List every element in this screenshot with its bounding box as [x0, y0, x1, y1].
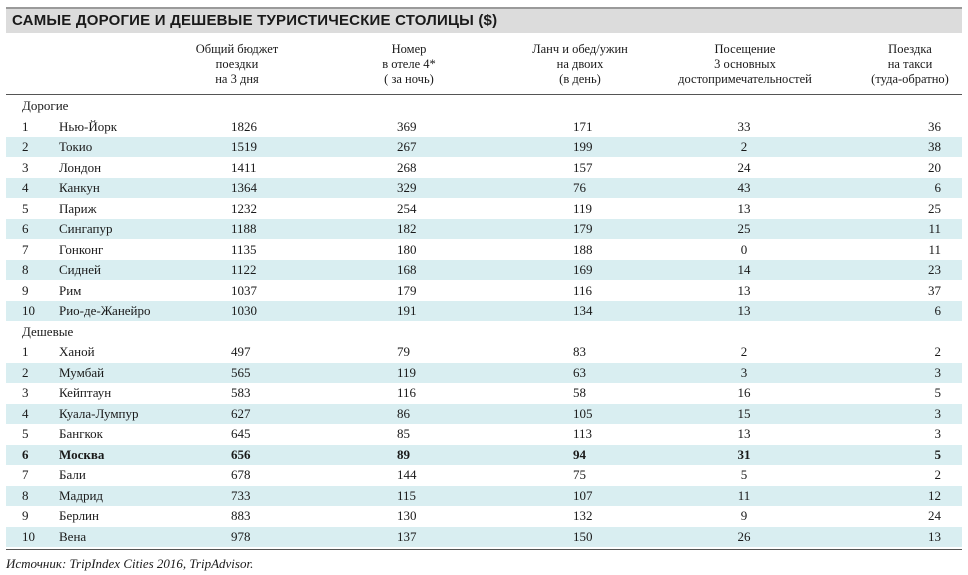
city-cell: Рио-де-Жанейро	[59, 303, 151, 318]
rank-cell: 8	[22, 262, 29, 277]
city-cell: Рим	[59, 282, 82, 298]
value-cell: 36	[928, 118, 941, 134]
value-cell: 11	[928, 241, 941, 257]
column-header-total-budget	[182, 42, 292, 87]
value-cell: 268	[397, 159, 417, 175]
value-cell: 15	[737, 405, 751, 421]
value-cell: 329	[397, 180, 417, 195]
value-cell: 645	[231, 426, 251, 441]
rank-cell: 6	[22, 446, 29, 462]
rank-cell: 2	[22, 364, 29, 380]
header-line: 3 основных	[714, 57, 776, 71]
value-cell: 191	[397, 303, 417, 318]
value-cell: 883	[231, 508, 251, 523]
table-row	[6, 178, 962, 198]
table-row	[6, 445, 962, 465]
value-cell: 3	[934, 405, 941, 421]
value-cell: 6	[934, 303, 941, 318]
rank-cell: 1	[22, 118, 29, 134]
value-cell: 1826	[231, 118, 257, 134]
column-header-taxi	[855, 42, 965, 87]
value-cell: 627	[231, 405, 251, 421]
rank-cell: 3	[22, 159, 29, 175]
city-cell: Куала-Лумпур	[59, 405, 139, 421]
header-line: Поездка	[888, 42, 932, 56]
rank-cell: 2	[22, 139, 29, 154]
value-cell: 565	[231, 364, 251, 380]
value-cell: 3	[934, 426, 941, 441]
value-cell: 137	[397, 528, 417, 544]
rank-cell: 7	[22, 467, 29, 482]
value-cell: 13	[737, 303, 751, 318]
value-cell: 24	[928, 508, 941, 523]
header-line: (туда-обратно)	[871, 72, 949, 86]
rank-cell: 3	[22, 385, 29, 400]
section-label: Дешевые	[22, 323, 74, 339]
table-row	[6, 363, 962, 383]
value-cell: 656	[231, 446, 251, 462]
column-header-hotel	[354, 42, 464, 87]
column-header-attractions	[650, 42, 840, 87]
rank-cell: 10	[22, 303, 35, 318]
value-cell: 978	[231, 528, 251, 544]
header-line: на 3 дня	[215, 72, 259, 86]
value-cell: 179	[573, 221, 593, 236]
rank-cell: 8	[22, 487, 29, 503]
value-cell: 254	[397, 200, 417, 216]
city-cell: Бали	[59, 467, 86, 482]
table-row	[6, 424, 962, 444]
value-cell: 1030	[231, 303, 257, 318]
rank-cell: 7	[22, 241, 29, 257]
table-row	[6, 260, 962, 280]
city-cell: Сидней	[59, 262, 101, 277]
city-cell: Нью-Йорк	[59, 118, 118, 134]
header-line: Общий бюджет	[195, 42, 279, 56]
value-cell: 2	[740, 139, 748, 154]
value-cell: 130	[397, 508, 417, 523]
value-cell: 497	[231, 344, 251, 359]
table-row	[6, 281, 962, 301]
value-cell: 2	[934, 467, 941, 482]
value-cell: 179	[397, 282, 417, 298]
table-row	[6, 301, 962, 321]
value-cell: 16	[737, 385, 751, 400]
value-cell: 168	[397, 262, 417, 277]
value-cell: 2	[740, 344, 748, 359]
table-row	[6, 383, 962, 403]
value-cell: 3	[740, 364, 748, 380]
value-cell: 5	[740, 467, 748, 482]
value-cell: 13	[737, 200, 751, 216]
value-cell: 116	[573, 282, 593, 298]
column-header-meals	[510, 42, 650, 87]
value-cell: 89	[397, 446, 410, 462]
value-cell: 1037	[231, 282, 257, 298]
table-row	[6, 506, 962, 526]
value-cell: 171	[573, 118, 593, 134]
table-row	[6, 486, 962, 506]
table-row	[6, 137, 962, 157]
value-cell: 37	[928, 282, 941, 298]
value-cell: 13	[737, 282, 751, 298]
city-cell: Кейптаун	[59, 385, 112, 400]
rank-cell: 6	[22, 221, 29, 236]
chart-title: САМЫЕ ДОРОГИЕ И ДЕШЕВЫЕ ТУРИСТИЧЕСКИЕ СТОЛИЦЫ ($)	[12, 12, 498, 29]
value-cell: 107	[573, 487, 593, 503]
value-cell: 180	[397, 241, 417, 257]
value-cell: 115	[397, 487, 417, 503]
value-cell: 75	[573, 467, 586, 482]
rank-cell: 5	[22, 200, 29, 216]
value-cell: 43	[737, 180, 751, 195]
value-cell: 2	[934, 344, 941, 359]
value-cell: 85	[397, 426, 410, 441]
value-cell: 188	[573, 241, 593, 257]
value-cell: 583	[231, 385, 251, 400]
value-cell: 31	[737, 446, 751, 462]
source-note: Источник: TripIndex Cities 2016, TripAdvisor.	[6, 556, 254, 571]
table-row	[6, 465, 962, 485]
rank-cell: 4	[22, 180, 29, 195]
city-cell: Париж	[59, 200, 97, 216]
section-label: Дорогие	[22, 98, 69, 113]
value-cell: 63	[573, 364, 586, 380]
header-line: Ланч и обед/ужин	[532, 42, 628, 56]
value-cell: 369	[397, 118, 417, 134]
value-cell: 94	[573, 446, 586, 462]
value-cell: 13	[928, 528, 941, 544]
value-cell: 38	[928, 139, 941, 154]
value-cell: 25	[928, 200, 941, 216]
city-cell: Гонконг	[59, 241, 104, 257]
value-cell: 11	[928, 221, 941, 236]
value-cell: 267	[397, 139, 417, 154]
value-cell: 144	[397, 467, 417, 482]
city-cell: Москва	[59, 446, 105, 462]
rank-cell: 1	[22, 344, 29, 359]
value-cell: 24	[737, 159, 751, 175]
rank-cell: 9	[22, 282, 29, 298]
value-cell: 1188	[231, 221, 257, 236]
city-cell: Сингапур	[59, 221, 113, 236]
value-cell: 182	[397, 221, 417, 236]
city-cell: Ханой	[59, 344, 95, 359]
value-cell: 13	[737, 426, 751, 441]
value-cell: 150	[573, 528, 593, 544]
rank-cell: 9	[22, 508, 29, 523]
value-cell: 199	[573, 139, 593, 154]
value-cell: 3	[934, 364, 941, 380]
city-cell: Вена	[59, 528, 87, 544]
value-cell: 169	[573, 262, 593, 277]
city-cell: Берлин	[59, 508, 99, 523]
header-line: ( за ночь)	[384, 72, 434, 86]
value-cell: 116	[397, 385, 417, 400]
value-cell: 26	[737, 528, 751, 544]
header-rule	[6, 94, 962, 95]
value-cell: 11	[737, 487, 751, 503]
footer-rule	[6, 549, 962, 550]
header-line: Посещение	[714, 42, 776, 56]
table-row	[6, 158, 962, 178]
value-cell: 83	[573, 344, 586, 359]
table-row	[6, 527, 962, 547]
table-row	[6, 117, 962, 137]
city-cell: Мумбай	[59, 364, 105, 380]
value-cell: 1519	[231, 139, 257, 154]
value-cell: 678	[231, 467, 251, 482]
value-cell: 119	[397, 364, 417, 380]
city-cell: Бангкок	[59, 426, 103, 441]
value-cell: 12	[928, 487, 941, 503]
header-line: (в день)	[559, 72, 601, 86]
value-cell: 5	[934, 385, 941, 400]
value-cell: 23	[928, 262, 941, 277]
header-line: Номер	[391, 42, 427, 56]
table-row	[6, 404, 962, 424]
value-cell: 79	[397, 344, 410, 359]
value-cell: 119	[573, 200, 593, 216]
title-bar	[6, 7, 962, 33]
rank-cell: 5	[22, 426, 29, 441]
value-cell: 86	[397, 405, 410, 421]
value-cell: 1122	[231, 262, 257, 277]
value-cell: 1364	[231, 180, 257, 195]
header-line: достопримечательностей	[678, 72, 812, 86]
header-line: поездки	[215, 57, 259, 71]
header-line: в отеле 4*	[382, 57, 436, 71]
value-cell: 6	[934, 180, 941, 195]
header-line: на двоих	[556, 57, 604, 71]
value-cell: 134	[573, 303, 593, 318]
value-cell: 1232	[231, 200, 257, 216]
value-cell: 9	[740, 508, 748, 523]
value-cell: 113	[573, 426, 593, 441]
table-row	[6, 342, 962, 362]
value-cell: 733	[231, 487, 251, 503]
value-cell: 1411	[231, 159, 257, 175]
city-cell: Мадрид	[59, 487, 104, 503]
value-cell: 0	[740, 241, 748, 257]
header-line: на такси	[887, 57, 933, 71]
value-cell: 14	[737, 262, 751, 277]
value-cell: 76	[573, 180, 586, 195]
city-cell: Лондон	[59, 159, 102, 175]
table-row	[6, 240, 962, 260]
city-cell: Канкун	[59, 180, 100, 195]
table-row	[6, 219, 962, 239]
value-cell: 58	[573, 385, 586, 400]
table-row	[6, 199, 962, 219]
rank-cell: 10	[22, 528, 35, 544]
value-cell: 5	[934, 446, 941, 462]
value-cell: 33	[737, 118, 751, 134]
rank-cell: 4	[22, 405, 29, 421]
value-cell: 132	[573, 508, 593, 523]
city-cell: Токио	[59, 139, 93, 154]
value-cell: 157	[573, 159, 593, 175]
value-cell: 25	[737, 221, 751, 236]
value-cell: 20	[928, 159, 941, 175]
value-cell: 105	[573, 405, 593, 421]
value-cell: 1135	[231, 241, 257, 257]
